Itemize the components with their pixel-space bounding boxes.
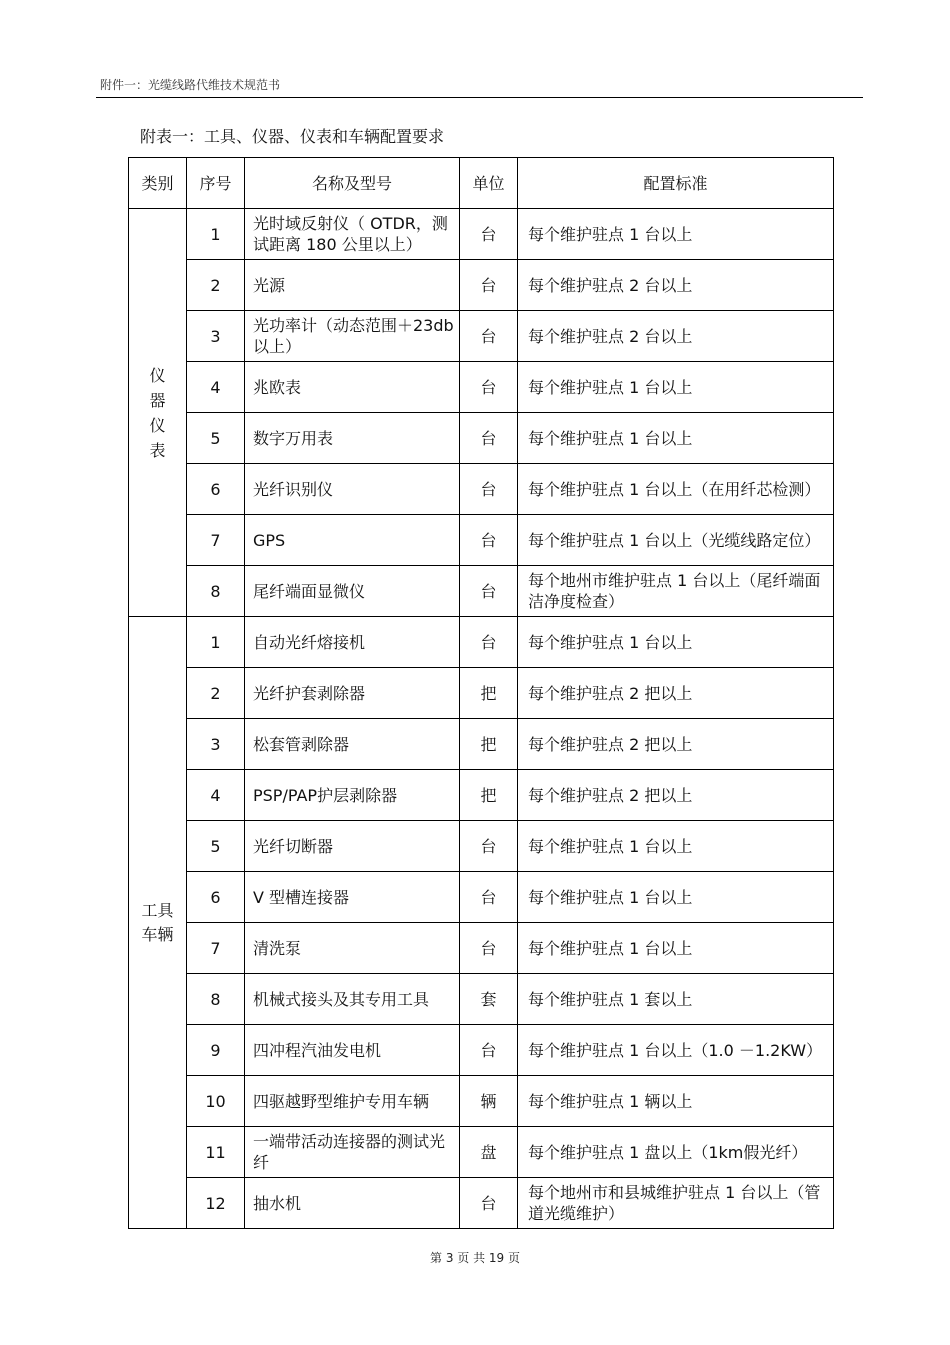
table-row bbox=[129, 1025, 834, 1076]
item-unit: 台 bbox=[460, 260, 518, 311]
row-number: 5 bbox=[187, 821, 245, 872]
item-unit: 把 bbox=[460, 719, 518, 770]
table-row bbox=[129, 209, 834, 260]
item-unit: 辆 bbox=[460, 1076, 518, 1127]
config-standard: 每个维护驻点 1 台以上（光缆线路定位） bbox=[518, 515, 834, 566]
row-number: 1 bbox=[187, 209, 245, 260]
table-row bbox=[129, 362, 834, 413]
table-row bbox=[129, 872, 834, 923]
table-row bbox=[129, 566, 834, 617]
item-unit: 把 bbox=[460, 668, 518, 719]
item-unit: 把 bbox=[460, 770, 518, 821]
config-standard: 每个维护驻点 1 台以上 bbox=[518, 209, 834, 260]
table-row bbox=[129, 260, 834, 311]
table-row bbox=[129, 923, 834, 974]
config-standard: 每个维护驻点 1 台以上 bbox=[518, 617, 834, 668]
item-name: 四冲程汽油发电机 bbox=[245, 1025, 460, 1076]
table-row bbox=[129, 515, 834, 566]
row-number: 1 bbox=[187, 617, 245, 668]
item-name: 尾纤端面显微仪 bbox=[245, 566, 460, 617]
row-number: 3 bbox=[187, 311, 245, 362]
item-unit: 台 bbox=[460, 617, 518, 668]
item-name: PSP/PAP护层剥除器 bbox=[245, 770, 460, 821]
item-unit: 台 bbox=[460, 872, 518, 923]
config-standard: 每个维护驻点 2 把以上 bbox=[518, 668, 834, 719]
row-number: 2 bbox=[187, 668, 245, 719]
config-standard: 每个维护驻点 1 台以上 bbox=[518, 362, 834, 413]
header-rule bbox=[96, 97, 863, 98]
table-row bbox=[129, 311, 834, 362]
row-number: 5 bbox=[187, 413, 245, 464]
item-name: 松套管剥除器 bbox=[245, 719, 460, 770]
item-unit: 台 bbox=[460, 464, 518, 515]
item-unit: 台 bbox=[460, 923, 518, 974]
item-unit: 台 bbox=[460, 209, 518, 260]
row-number: 8 bbox=[187, 566, 245, 617]
category-label: 工具车辆 bbox=[141, 900, 174, 944]
table-body bbox=[129, 209, 834, 1229]
row-number: 7 bbox=[187, 923, 245, 974]
row-number: 8 bbox=[187, 974, 245, 1025]
item-unit: 套 bbox=[460, 974, 518, 1025]
table-row bbox=[129, 821, 834, 872]
item-name: 清洗泵 bbox=[245, 923, 460, 974]
config-standard: 每个维护驻点 1 台以上（1.0 －1.2KW） bbox=[518, 1025, 834, 1076]
item-name: 机械式接头及其专用工具 bbox=[245, 974, 460, 1025]
config-standard: 每个地州市维护驻点 1 台以上（尾纤端面洁净度检查） bbox=[518, 566, 834, 617]
config-standard: 每个地州市和县城维护驻点 1 台以上（管道光缆维护） bbox=[518, 1178, 834, 1229]
table-header-row bbox=[129, 158, 834, 209]
column-header-number: 序号 bbox=[187, 158, 245, 209]
table-row bbox=[129, 770, 834, 821]
item-name: 光源 bbox=[245, 260, 460, 311]
column-header-unit: 单位 bbox=[460, 158, 518, 209]
config-standard: 每个维护驻点 2 台以上 bbox=[518, 260, 834, 311]
item-name: 兆欧表 bbox=[245, 362, 460, 413]
item-name: 光时域反射仪（ OTDR，测试距离 180 公里以上） bbox=[245, 209, 460, 260]
table-row bbox=[129, 617, 834, 668]
table-row bbox=[129, 1127, 834, 1178]
item-name: 光纤切断器 bbox=[245, 821, 460, 872]
table-row bbox=[129, 413, 834, 464]
category-label: 仪器仪表 bbox=[149, 365, 166, 460]
category-cell bbox=[129, 209, 187, 617]
table-row bbox=[129, 464, 834, 515]
item-name: 四驱越野型维护专用车辆 bbox=[245, 1076, 460, 1127]
row-number: 4 bbox=[187, 362, 245, 413]
item-name: 一端带活动连接器的测试光纤 bbox=[245, 1127, 460, 1178]
row-number: 9 bbox=[187, 1025, 245, 1076]
config-standard: 每个维护驻点 2 台以上 bbox=[518, 311, 834, 362]
table-row bbox=[129, 1076, 834, 1127]
config-standard: 每个维护驻点 2 把以上 bbox=[518, 770, 834, 821]
column-header-category: 类别 bbox=[129, 158, 187, 209]
item-unit: 台 bbox=[460, 566, 518, 617]
row-number: 6 bbox=[187, 872, 245, 923]
item-unit: 台 bbox=[460, 1025, 518, 1076]
table-row bbox=[129, 1178, 834, 1229]
item-unit: 台 bbox=[460, 515, 518, 566]
equipment-table bbox=[128, 157, 834, 1229]
document-header: 附件一：光缆线路代维技术规范书 bbox=[100, 78, 281, 92]
page-footer: 第 3 页 共 19 页 bbox=[430, 1251, 520, 1265]
item-unit: 台 bbox=[460, 1178, 518, 1229]
row-number: 7 bbox=[187, 515, 245, 566]
item-unit: 台 bbox=[460, 311, 518, 362]
item-name: 光纤识别仪 bbox=[245, 464, 460, 515]
config-standard: 每个维护驻点 1 台以上 bbox=[518, 923, 834, 974]
item-unit: 盘 bbox=[460, 1127, 518, 1178]
row-number: 4 bbox=[187, 770, 245, 821]
item-name: 抽水机 bbox=[245, 1178, 460, 1229]
item-name: 数字万用表 bbox=[245, 413, 460, 464]
config-standard: 每个维护驻点 1 台以上 bbox=[518, 821, 834, 872]
item-name: 自动光纤熔接机 bbox=[245, 617, 460, 668]
item-unit: 台 bbox=[460, 413, 518, 464]
item-name: 光功率计（动态范围＋23db 以上） bbox=[245, 311, 460, 362]
row-number: 2 bbox=[187, 260, 245, 311]
table-row bbox=[129, 974, 834, 1025]
config-standard: 每个维护驻点 1 台以上 bbox=[518, 872, 834, 923]
config-standard: 每个维护驻点 1 辆以上 bbox=[518, 1076, 834, 1127]
config-standard: 每个维护驻点 1 套以上 bbox=[518, 974, 834, 1025]
item-unit: 台 bbox=[460, 821, 518, 872]
category-cell bbox=[129, 617, 187, 1229]
config-standard: 每个维护驻点 2 把以上 bbox=[518, 719, 834, 770]
item-name: 光纤护套剥除器 bbox=[245, 668, 460, 719]
config-standard: 每个维护驻点 1 台以上 bbox=[518, 413, 834, 464]
config-standard: 每个维护驻点 1 盘以上（1km假光纤） bbox=[518, 1127, 834, 1178]
item-name: GPS bbox=[245, 515, 460, 566]
table-row bbox=[129, 668, 834, 719]
row-number: 6 bbox=[187, 464, 245, 515]
table-row bbox=[129, 719, 834, 770]
item-unit: 台 bbox=[460, 362, 518, 413]
row-number: 3 bbox=[187, 719, 245, 770]
row-number: 11 bbox=[187, 1127, 245, 1178]
row-number: 10 bbox=[187, 1076, 245, 1127]
item-name: V 型槽连接器 bbox=[245, 872, 460, 923]
config-standard: 每个维护驻点 1 台以上（在用纤芯检测） bbox=[518, 464, 834, 515]
table-title: 附表一：工具、仪器、仪表和车辆配置要求 bbox=[140, 127, 445, 146]
column-header-name: 名称及型号 bbox=[245, 158, 460, 209]
column-header-standard: 配置标准 bbox=[518, 158, 834, 209]
row-number: 12 bbox=[187, 1178, 245, 1229]
